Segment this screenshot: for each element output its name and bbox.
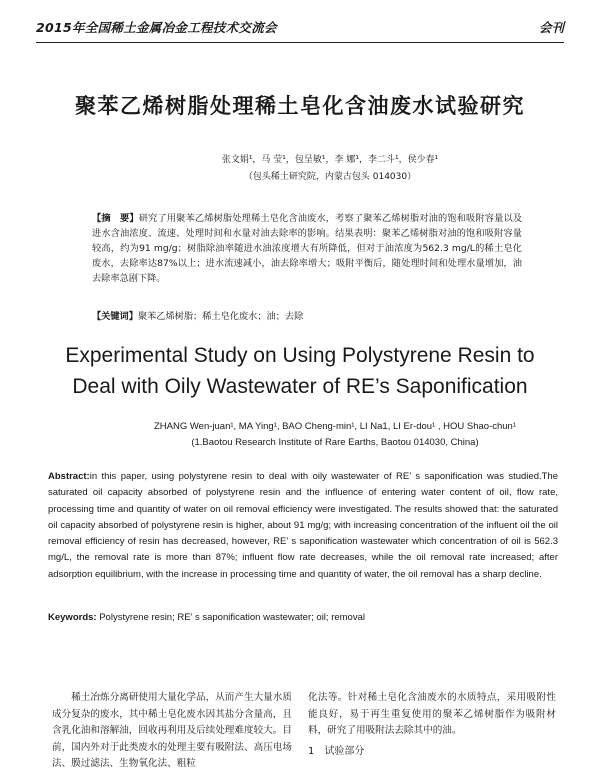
chinese-keywords-label: 【关键词】 — [92, 311, 138, 322]
running-header — [36, 14, 564, 43]
chinese-authors: 张文娟¹，马 莹¹，包呈敏¹，李 娜¹，李二斗¹，侯少春¹ — [221, 155, 439, 165]
english-affiliation: (1.Baotou Research Institute of Rare Earths, Baotou 014030, China) — [191, 437, 479, 448]
body-left-column: 稀土冶炼分离研使用大量化学品，从而产生大量水质成分复杂的废水，其中稀土皂化废水因其盐分含量高，且含乳化油和溶解油，回收再利用及后续处理难度较大。目前，国内外对于此类废水的处理主要有吸附法、高压电场法、膜过滤法、生物氧化法、粗粒 — [52, 692, 292, 769]
english-title — [0, 340, 600, 402]
english-title-line-1: Experimental Study on Using Polystyrene Resin to — [65, 344, 535, 367]
body-right-column: 化法等。针对稀土皂化含油废水的水质特点，采用吸附性能良好，易于再生重复使用的聚苯乙烯树脂作为吸附材料，研究了用吸附法去除其中的油。 — [308, 692, 556, 736]
section-heading: 1 试验部分 — [308, 746, 365, 757]
chinese-abstract-label: 【摘 要】 — [92, 213, 139, 224]
chinese-affiliation: （包头稀土研究院，内蒙古包头 014030） — [243, 172, 417, 182]
conference-name: 2015年全国稀土金属冶金工程技术交流会 — [36, 20, 277, 35]
chinese-abstract-text: 研究了用聚苯乙烯树脂处理稀土皂化含油废水，考察了聚苯乙烯树脂对油的饱和吸附容量以及进水含油浓度、流速、处理时间和水量对油去除率的影响。结果表明：聚苯乙烯树脂对油的饱和吸附容量较高，约为91 mg/g；树脂除油率随进水油浓度增大有所降低，但对于油浓度为562.3 mg/L的稀土皂化废水，去除率达87%以上；进水流速减小，油去除率增大；吸附平衡后，随处理时间和处理水量增加，油去除率急剧下降。 — [92, 213, 523, 284]
english-keywords-label: Keywords: — [48, 612, 97, 623]
english-abstract — [48, 469, 558, 583]
english-keywords-text: Polystyrene resin; RE’ s saponification wastewater; oil; removal — [96, 612, 365, 623]
chinese-keywords — [92, 308, 522, 322]
english-abstract-label: Abstract: — [48, 471, 90, 482]
chinese-keywords-text: 聚苯乙烯树脂；稀土皂化废水；油；去除 — [137, 311, 304, 322]
proceedings-label: 会刊 — [538, 20, 564, 35]
english-authors: ZHANG Wen-juan¹, MA Ying¹, BAO Cheng-min¹, LI Na1, LI Er-dou¹ , HOU Shao-chun¹ — [153, 421, 517, 432]
chinese-title: 聚苯乙烯树脂处理稀土皂化含油废水试验研究 — [75, 94, 525, 118]
chinese-abstract — [92, 211, 522, 286]
english-title-line-2: Deal with Oily Wastewater of RE’s Saponification — [72, 375, 528, 398]
english-keywords — [48, 612, 558, 623]
english-abstract-text: in this paper, using polystyrene resin to deal with oily wastewater of RE’ s saponification was studied.The saturated oil capacity absorbed of polystyrene resin and the influence of entering water content of oil, flow rate, processing time and quantity of water on oil removal efficiency were investigated. The results showed that: the saturated oil capacity absorbed of polystyrene resin is higher, about 91 mg/g; with increasing concentration of the influent oil the oil removal efficiency of resin has decreased, however, RE’ s saponification wastewater which concentration of oil is 562.3 mg/L, the removal rate is more than 87%; influent flow rate decreases, while the oil removal rate increased; after adsorption equilibrium, with the increase in processing time and quantity of water, the oil removal has a sharp decline. — [48, 471, 558, 580]
